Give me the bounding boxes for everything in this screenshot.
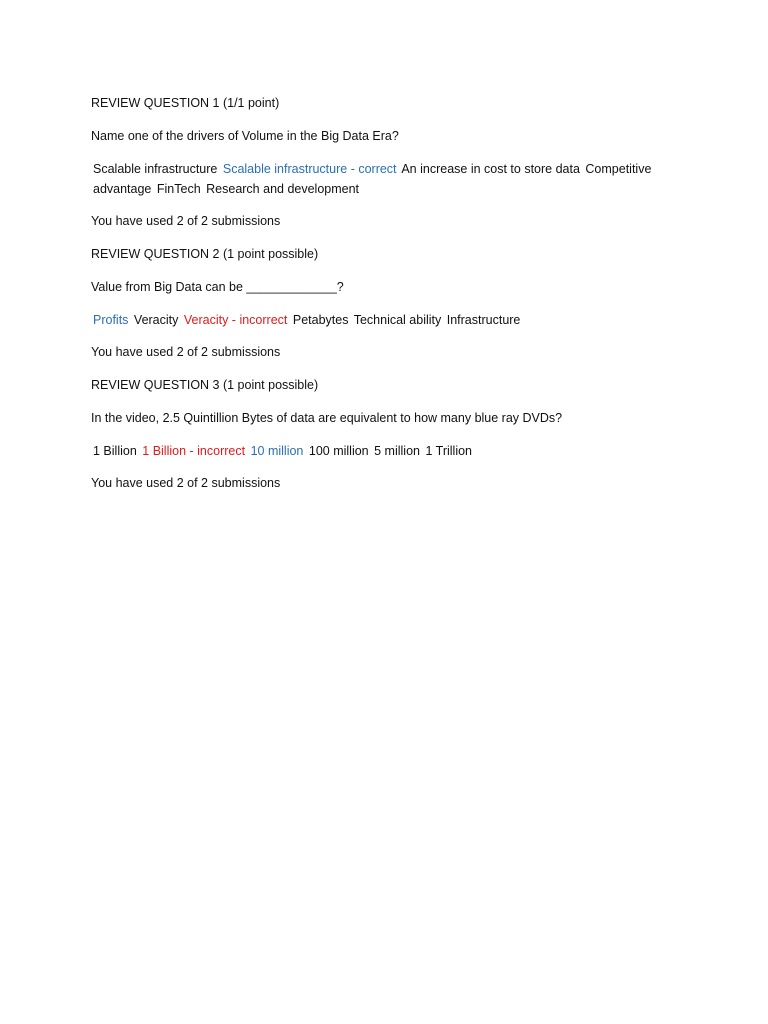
q2-option-6: Infrastructure: [446, 313, 521, 327]
q2-prompt: Value from Big Data can be _____________?: [91, 280, 344, 294]
q2-option-2: Veracity: [133, 313, 179, 327]
q3-prompt: In the video, 2.5 Quintillion Bytes of data are equivalent to how many blue ray DVDs?: [91, 411, 563, 425]
q2-header: REVIEW QUESTION 2 (1 point possible): [91, 247, 319, 261]
q1-option-4: Competitive advantage: [93, 162, 652, 196]
q2-option-1: Profits: [93, 313, 129, 327]
q1-header: REVIEW QUESTION 1 (1/1 point): [91, 96, 280, 110]
q1-prompt: Name one of the drivers of Volume in the Big Data Era?: [91, 129, 399, 143]
q1-option-5: FinTech: [156, 182, 201, 196]
q1-submissions: You have used 2 of 2 submissions: [91, 214, 281, 228]
q3-option-1: 1 Billion: [93, 444, 137, 458]
q1-option-6: Research and development: [206, 182, 360, 196]
q2-submissions: You have used 2 of 2 submissions: [91, 345, 281, 359]
q3-option-6: 1 Trillion: [425, 444, 473, 458]
q1-options: [91, 159, 691, 199]
q2-option-4: Petabytes: [292, 313, 349, 327]
q3-option-5: 5 million: [374, 444, 420, 458]
q1-option-2: Scalable infrastructure - correct: [222, 162, 397, 176]
q3-options: [91, 441, 691, 461]
q1-option-3: An increase in cost to store data: [401, 162, 580, 176]
q2-options: [91, 310, 691, 330]
q1-option-1: Scalable infrastructure: [93, 162, 218, 176]
q3-option-2: 1 Billion - incorrect: [142, 444, 246, 458]
q2-option-3: Veracity - incorrect: [183, 313, 288, 327]
q3-option-4: 100 million: [308, 444, 369, 458]
q2-option-5: Technical ability: [353, 313, 442, 327]
q3-submissions: You have used 2 of 2 submissions: [91, 476, 281, 490]
q3-header: REVIEW QUESTION 3 (1 point possible): [91, 378, 319, 392]
document-body: [91, 93, 691, 506]
q3-option-3: 10 million: [250, 444, 304, 458]
